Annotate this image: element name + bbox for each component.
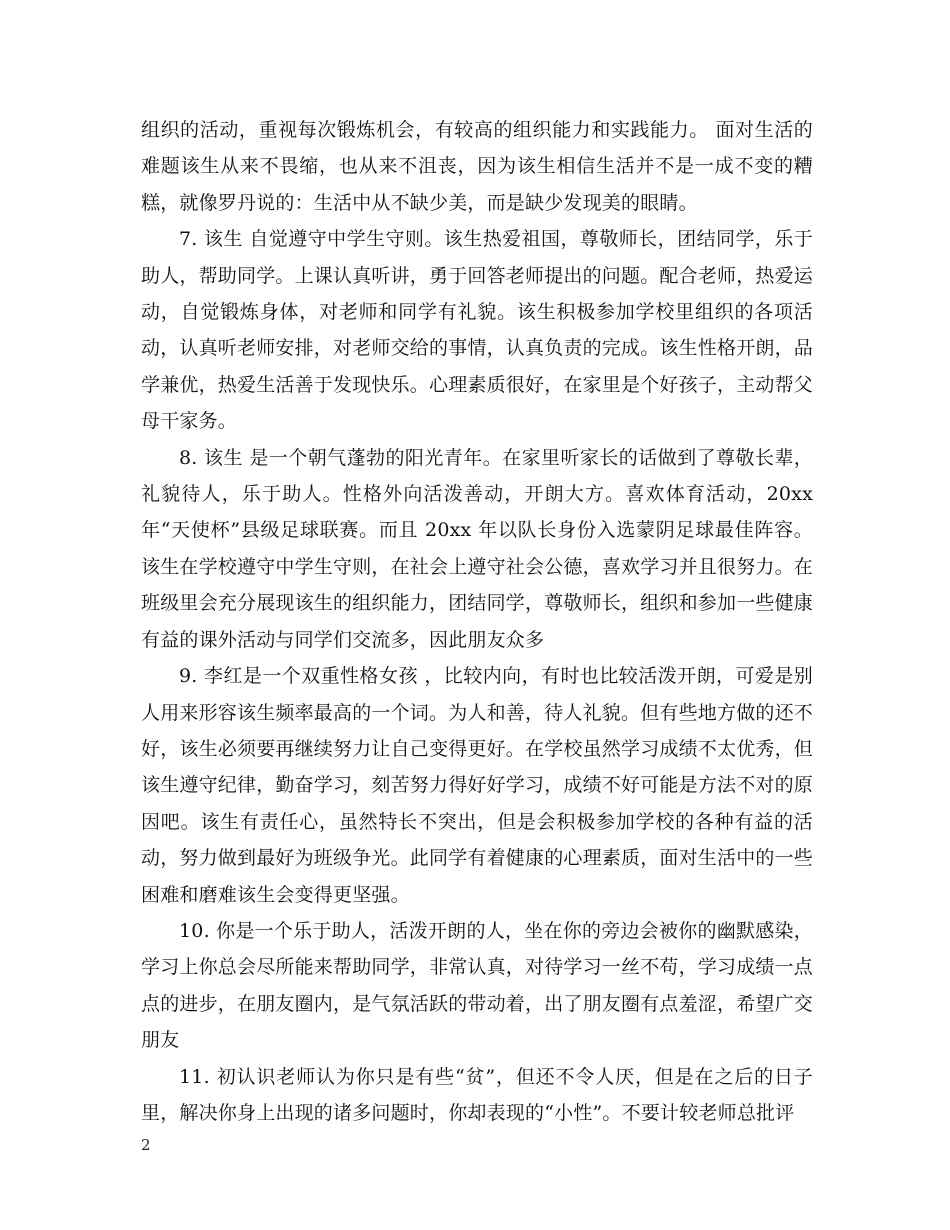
- paragraph-item-11: 11. 初认识老师认为你只是有些“贫”，但还不令人厌，但是在之后的日子里，解决你身上出现的诸多问题时，你却表现的“小性”。不要计较老师总批评: [141, 1065, 813, 1124]
- paragraph-item-10: 10. 你是一个乐于助人，活泼开朗的人，坐在你的旁边会被你的幽默感染，学习上你总会尽所能来帮助同学，非常认真，对待学习一丝不苟，学习成绩一点点的进步，在朋友圈内，是气氛活跃的带动着，出了朋友圈有点羞涩，希望广交朋友: [141, 919, 814, 1052]
- paragraph-item-8: 8. 该生 是一个朝气蓬勃的阳光青年。在家里听家长的话做到了尊敬长辈，礼貌待人，乐于助人。性格外向活泼善动，开朗大方。喜欢体育活动，20xx 年“天使杯”县级足球联赛。而且 20xx 年以队长身份入选蒙阴足球最佳阵容。该生在学校遵守中学生守则，在社会上遵守社会公德，喜欢学习并且很努力。在班级里会充分展现该生的组织能力，团结同学，尊敬师长，组织和参加一些健康有益的课外活动与同学们交流多，因此朋友众多: [141, 446, 814, 651]
- paragraph-continuation: 组织的活动，重视每次锻炼机会，有较高的组织能力和实践能力。 面对生活的难题该生从来不畏缩，也从来不沮丧，因为该生相信生活并不是一成不变的糟糕，就像罗丹说的：生活中从不缺少美，而是缺少发现美的眼睛。: [141, 119, 813, 214]
- paragraph-item-9: 9. 李红是一个双重性格女孩 ，比较内向，有时也比较活泼开朗，可爱是别人用来形容该生频率最高的一个词。为人和善，待人礼貌。但有些地方做的还不好，该生必须要再继续努力让自己变得更好。在学校虽然学习成绩不太优秀，但该生遵守纪律，勤奋学习，刻苦努力得好好学习，成绩不好可能是方法不对的原因吧。该生有责任心，虽然特长不突出，但是会积极参加学校的各种有益的活动，努力做到最好为班级争光。此同学有着健康的心理素质，面对生活中的一些困难和磨难该生会变得更坚强。: [141, 665, 814, 906]
- page-number: 2: [141, 1136, 151, 1154]
- paragraph-item-7: 7. 该生 自觉遵守中学生守则。该生热爱祖国，尊敬师长，团结同学，乐于助人，帮助同学。上课认真听讲，勇于回答老师提出的问题。配合老师，热爱运动，自觉锻炼身体，对老师和同学有礼貌。该生积极参加学校里组织的各项活动，认真听老师安排，对老师交给的事情，认真负责的完成。该生性格开朗，品学兼优，热爱生活善于发现快乐。心理素质很好，在家里是个好孩子，主动帮父母干家务。: [141, 228, 814, 433]
- document-body: [141, 112, 813, 1131]
